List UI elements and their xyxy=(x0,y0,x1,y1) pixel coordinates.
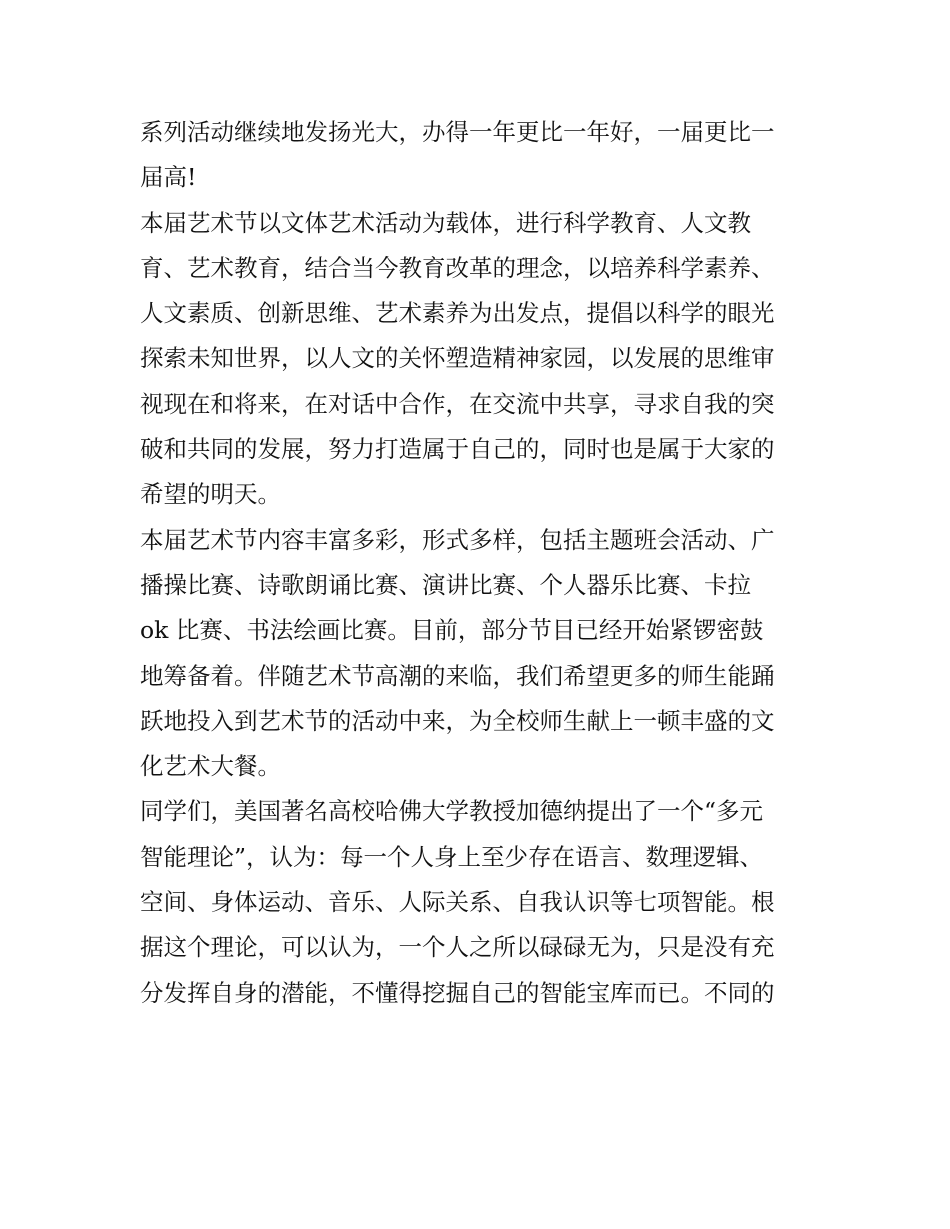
text-line: 系列活动继续地发扬光大，办得一年更比一年好，一届更比一 xyxy=(140,118,775,146)
text-line: 跃地投入到艺术节的活动中来，为全校师生献上一顿丰盛的文 xyxy=(140,706,775,735)
text-line: 同学们，美国著名高校哈佛大学教授加德纳提出了一个“多元 xyxy=(140,797,764,826)
text-line: 探索未知世界，以人文的关怀塑造精神家园，以发展的思维审 xyxy=(140,344,775,373)
text-line: ok 比赛、书法绘画比赛。目前，部分节目已经开始紧锣密鼓 xyxy=(140,616,764,645)
text-line: 本届艺术节以文体艺术活动为载体，进行科学教育、人文教 xyxy=(140,208,751,237)
text-line: 播操比赛、诗歌朗诵比赛、演讲比赛、个人器乐比赛、卡拉 xyxy=(140,570,751,599)
text-line: 空间、身体运动、音乐、人际关系、自我认识等七项智能。根 xyxy=(140,888,775,917)
body-text xyxy=(140,110,820,1016)
text-line: 据这个理论，可以认为，一个人之所以碌碌无为，只是没有充 xyxy=(140,933,775,962)
text-line: 视现在和将来，在对话中合作，在交流中共享，寻求自我的突 xyxy=(140,389,775,418)
text-line: 本届艺术节内容丰富多彩，形式多样，包括主题班会活动、广 xyxy=(140,525,775,554)
text-line: 化艺术大餐。 xyxy=(140,752,281,781)
text-line: 人文素质、创新思维、艺术素养为出发点，提倡以科学的眼光 xyxy=(140,299,775,328)
text-line: 希望的明天。 xyxy=(140,480,281,509)
text-line: 破和共同的发展，努力打造属于自己的，同时也是属于大家的 xyxy=(140,435,775,464)
text-line: 届高! xyxy=(140,163,197,192)
text-line: 智能理论”，认为：每一个人身上至少存在语言、数理逻辑、 xyxy=(140,842,764,871)
text-line: 地筹备着。伴随艺术节高潮的来临，我们希望更多的师生能踊 xyxy=(140,661,775,690)
text-line: 分发挥自身的潜能，不懂得挖掘自己的智能宝库而已。不同的 xyxy=(140,978,775,1007)
text-line: 育、艺术教育，结合当今教育改革的理念，以培养科学素养、 xyxy=(140,253,775,282)
